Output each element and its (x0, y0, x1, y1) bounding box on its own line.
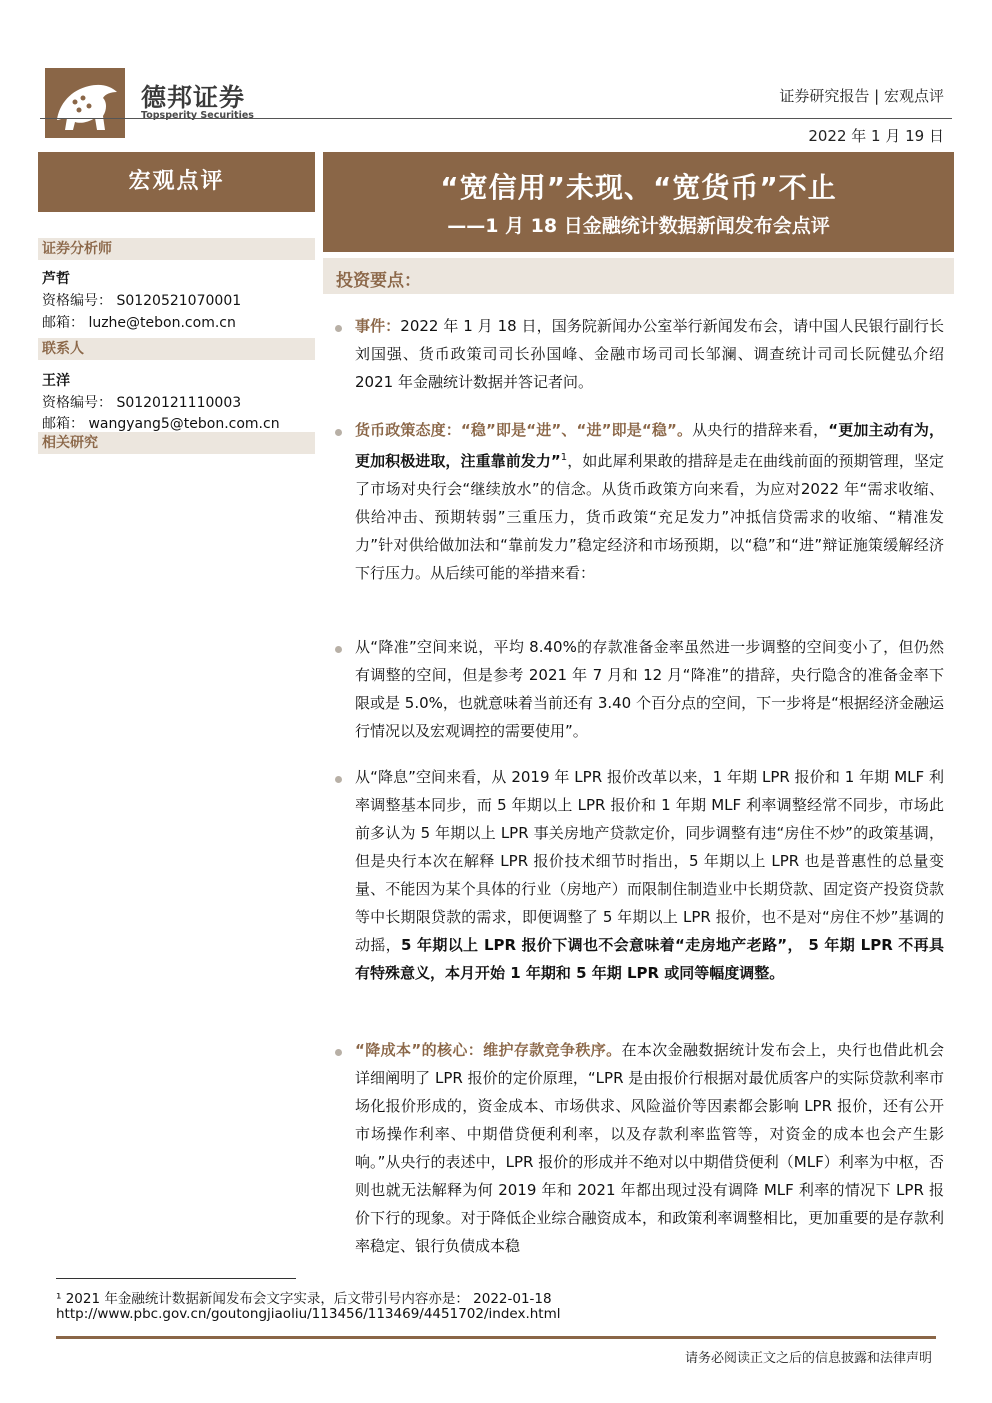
paragraph-lead: 事件： (355, 317, 401, 335)
paragraph-cost-reduction (355, 1036, 944, 1260)
paragraph-text: ，如此犀利果敢的措辞是走在曲线前面的预期管理，坚定了市场对央行会“继续放水”的信念。从货币政策方向来看，为应对2022 年“需求收缩、供给冲击、预期转弱”三重压力，货币政策“充足发力”冲抵信贷需求的收缩、“精准发力”针对供给做加法和“靠前发力”稳定经济和市场预期，以“稳”和“进”辩证施策缓解经济下行压力。从后续可能的举措来看： (355, 452, 944, 582)
footer-divider (56, 1336, 936, 1339)
paragraph-rrr-cut (355, 633, 944, 745)
paragraph-bold: “更加主动有为，更加积极进取，注重靠前发力” (355, 421, 944, 470)
bullet-icon (335, 646, 342, 653)
key-points-heading: 投资要点： (336, 271, 421, 291)
related-research-heading: 相关研究 (38, 432, 315, 454)
footer-disclaimer: 请务必阅读正文之后的信息披露和法律声明 (684, 1351, 932, 1366)
contact-email[interactable]: 邮箱： wangyang5@tebon.com.cn (42, 416, 280, 432)
paragraph-text: 从“降息”空间来看，从 2019 年 LPR 报价改革以来，1 年期 LPR 报价和 1 年期 MLF 利率调整基本同步，而 5 年期以上 LPR 报价和 1 年期 MLF 利率调整经常不同步，市场此前多认为 5 年期以上 LPR 事关房地产贷款定价，同步调整有违“房住不炒”的政策基调，但是央行本次在解释 LPR 报价技术细节时指出，5 年期以上 LPR 也是普惠性的总量变量、不能因为某个具体的行业（房地产）而限制住制造业中长期贷款、固定资产投资贷款等中长期限贷款的需求，即便调整了 5 年期以上 LPR 报价，也不是对“房住不炒”基调的动摇， (355, 768, 944, 954)
contact-heading: 联系人 (38, 338, 315, 360)
paragraph-monetary-policy (355, 416, 944, 587)
footnote-ref[interactable]: 1 (560, 452, 568, 463)
analyst-name: 芦哲 (42, 271, 70, 287)
brand-name-en: Topsperity Securities (141, 110, 254, 121)
paragraph-bold: 5 年期以上 LPR 报价下调也不会意味着“走房地产老路”， 5 年期 LPR 不再具有特殊意义，本月开始 1 年期和 5 年期 LPR 或同等幅度调整。 (355, 936, 944, 982)
bullet-icon (335, 1049, 342, 1056)
brand-name-cn: 德邦证券 (141, 83, 246, 112)
analyst-cert: 资格编号： S0120521070001 (42, 293, 242, 309)
paragraph-text: 从央行的措辞来看， (692, 421, 829, 439)
contact-cert: 资格编号： S0120121110003 (42, 395, 242, 411)
header-divider (40, 118, 952, 119)
paragraph-event (355, 312, 944, 396)
paragraph-text: 在本次金融数据统计发布会上，央行也借此机会详细阐明了 LPR 报价的定价原理，“LPR 是由报价行根据对最优质客户的实际贷款利率市场化报价形成的，资金成本、市场供求、风险溢价等因素都会影响 LPR 报价，还有公开市场操作利率、中期借贷便利利率，以及存款利率监管等，对资金的成本也会产生影响。”从央行的表述中，LPR 报价的形成并不绝对以中期借贷便利（MLF）利率为中枢，否则也就无法解释为何 2019 年和 2021 年都出现过没有调降 MLF 利率的情况下 LPR 报价下行的现象。对于降低企业综合融资成本，和政策利率调整相比，更加重要的是存款利率稳定、银行负债成本稳 (355, 1041, 944, 1255)
report-date: 2022 年 1 月 19 日 (808, 127, 944, 145)
report-type: 证券研究报告 | 宏观点评 (779, 87, 944, 105)
bullet-icon (335, 429, 342, 436)
paragraph-text: 2022 年 1 月 18 日，国务院新闻办公室举行新闻发布会，请中国人民银行副行长刘国强、货币政策司司长孙国峰、金融市场司司长邹澜、调查统计司司长阮健弘介绍 2021 年金融统计数据并答记者问。 (355, 317, 944, 391)
analyst-email[interactable]: 邮箱： luzhe@tebon.com.cn (42, 315, 236, 331)
footnote-divider (56, 1278, 296, 1279)
report-title: “宽信用”未现、“宽货币”不止 (440, 171, 837, 204)
footnote-text: ¹ 2021 年金融统计数据新闻发布会文字实录，后文带引号内容亦是： 2022-01-18 (56, 1291, 552, 1307)
category-title: 宏观点评 (128, 169, 225, 194)
footnote-url[interactable]: http://www.pbc.gov.cn/goutongjiaoliu/113456/113469/4451702/index.html (56, 1306, 561, 1322)
paragraph-rate-cut (355, 763, 944, 987)
paragraph-text: 从“降准”空间来说，平均 8.40%的存款准备金率虽然进一步调整的空间变小了，但仍然有调整的空间，但是参考 2021 年 7 月和 12 月“降准”的措辞，央行隐含的准备金率下限或是 5.0%，也就意味着当前还有 3.40 个百分点的空间，下一步将是“根据经济金融运行情况以及宏观调控的需要使用”。 (355, 638, 944, 740)
paragraph-lead: 货币政策态度：“稳”即是“进”、“进”即是“稳”。 (355, 421, 693, 439)
bullet-icon (335, 325, 342, 332)
contact-name: 王洋 (42, 373, 70, 389)
report-subtitle: ——1 月 18 日金融统计数据新闻发布会点评 (447, 215, 830, 237)
analyst-heading: 证券分析师 (38, 238, 315, 260)
paragraph-lead: “降成本”的核心：维护存款竞争秩序。 (355, 1041, 622, 1059)
bullet-icon (335, 776, 342, 783)
company-logo (45, 68, 125, 138)
